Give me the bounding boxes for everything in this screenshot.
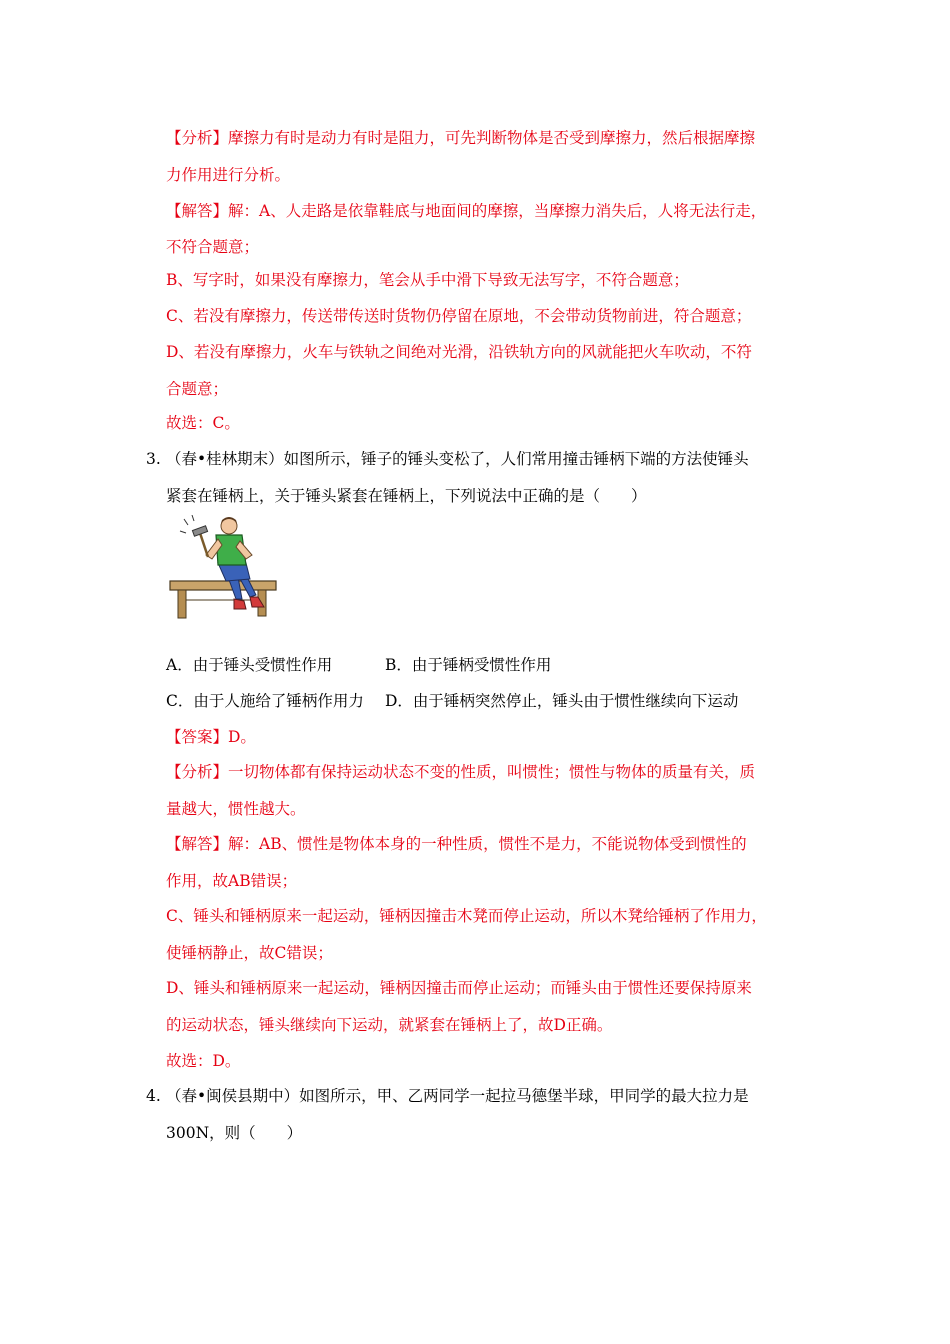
q2-option-d-explanation-1: D、若没有摩擦力，火车与铁轨之间绝对光滑，沿铁轨方向的风就能把火车吹动，不符 [166,343,752,361]
q2-answer-line-2: 不符合题意； [166,238,260,256]
q2-option-b-explanation: B、写字时，如果没有摩擦力，笔会从手中滑下导致无法写字，不符合题意； [166,271,689,289]
q2-analysis-line-2: 力作用进行分析。 [166,166,291,184]
q3-analysis-line-1: 【分析】一切物体都有保持运动状态不变的性质，叫惯性；惯性与物体的质量有关，质 [166,763,756,781]
q4-stem-line-1: （春•闽侯县期中）如图所示，甲、乙两同学一起拉马德堡半球，甲同学的最大拉力是 [166,1087,749,1105]
q4-number: 4. [146,1087,161,1105]
q2-final-choice: 故选：C。 [166,414,240,432]
q3-number: 3. [146,450,161,468]
q3-option-b: B．由于锤柄受惯性作用 [385,656,552,674]
q3-option-d: D．由于锤柄突然停止，锤头由于惯性继续向下运动 [385,692,739,710]
q2-option-d-explanation-2: 合题意； [166,380,229,398]
q3-answer: 【答案】D。 [166,728,256,746]
q3-analysis-line-2: 量越大，惯性越大。 [166,800,306,818]
q3-option-c: C．由于人施给了锤柄作用力 [166,692,364,710]
q3-stem-line-2: 紧套在锤柄上，关于锤头紧套在锤柄上，下列说法中正确的是（ ） [166,487,647,505]
q3-solution-line-2: 作用，故AB错误； [166,872,298,890]
q3-solution-line-4: 使锤柄静止，故C错误； [166,944,333,962]
q2-analysis-line-1: 【分析】摩擦力有时是动力有时是阻力，可先判断物体是否受到摩擦力，然后根据摩擦 [166,129,756,147]
q2-option-c-explanation: C、若没有摩擦力，传送带传送时货物仍停留在原地，不会带动货物前进，符合题意； [166,307,752,325]
q3-option-a: A．由于锤头受惯性作用 [166,656,333,674]
q3-final-choice: 故选：D。 [166,1052,241,1070]
q3-solution-line-5: D、锤头和锤柄原来一起运动，锤柄因撞击而停止运动；而锤头由于惯性还要保持原来 [166,979,752,997]
q4-stem-line-2: 300N，则（ ） [166,1124,303,1142]
q3-stem-line-1: （春•桂林期末）如图所示，锤子的锤头变松了，人们常用撞击锤柄下端的方法使锤头 [166,450,749,468]
q3-solution-line-3: C、锤头和锤柄原来一起运动，锤柄因撞击木凳而停止运动，所以木凳给锤柄了作用力， [166,907,767,925]
q2-answer-line-1: 【解答】解：A、人走路是依靠鞋底与地面间的摩擦，当摩擦力消失后，人将无法行走， [166,202,767,220]
q3-solution-line-6: 的运动状态，锤头继续向下运动，就紧套在锤柄上了，故D正确。 [166,1016,613,1034]
q3-solution-line-1: 【解答】解：AB、惯性是物体本身的一种性质，惯性不是力，不能说物体受到惯性的 [166,835,747,853]
hammer-bench-illustration [166,515,278,623]
